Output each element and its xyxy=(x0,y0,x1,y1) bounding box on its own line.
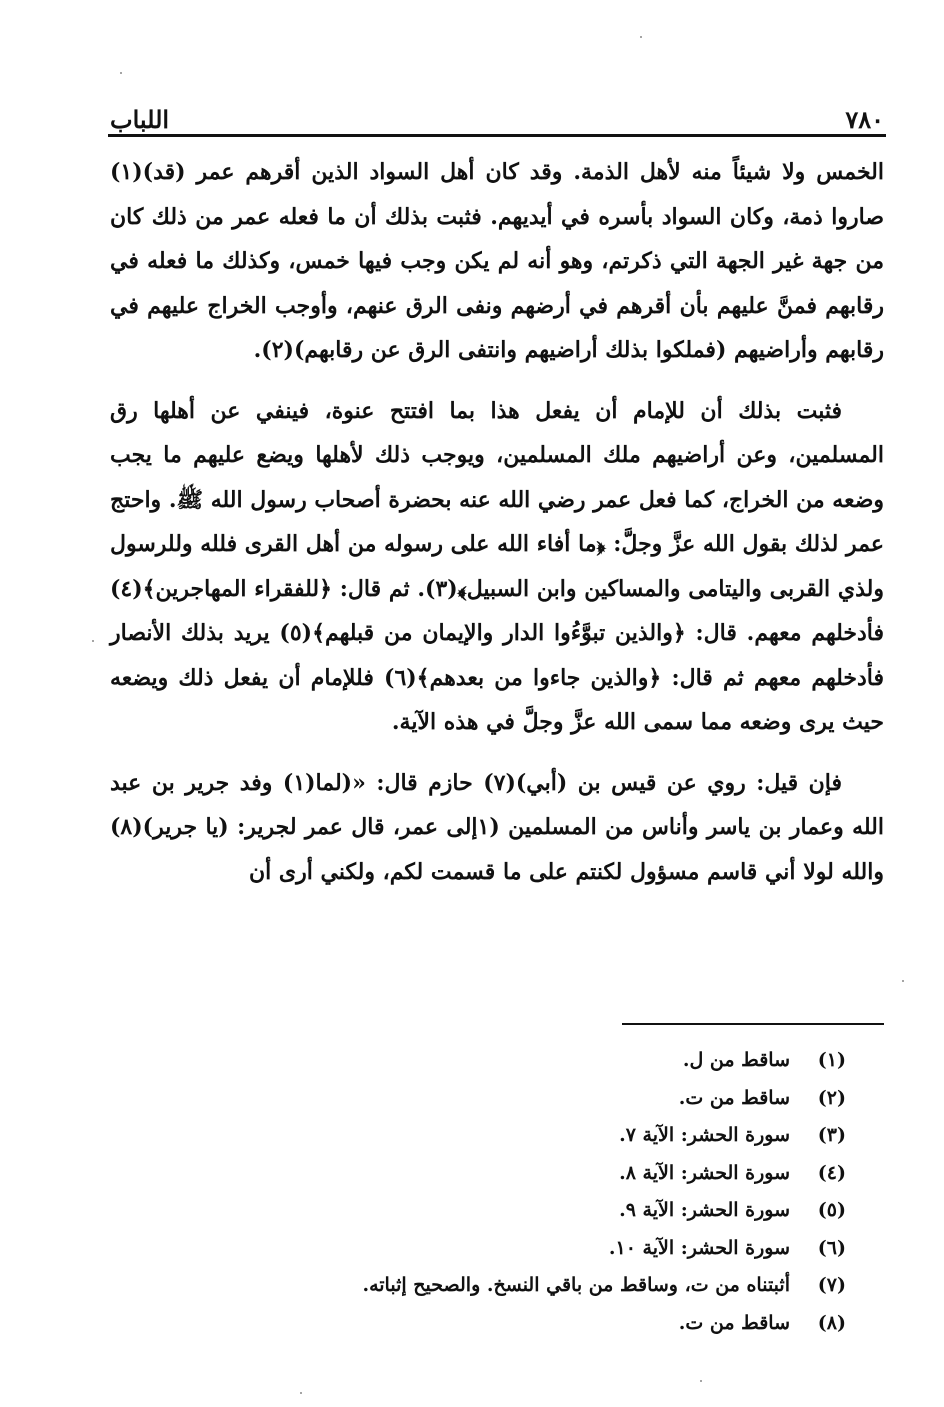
footnotes xyxy=(110,1042,846,1342)
footnote-text: سورة الحشر: الآية ١٠. xyxy=(608,1236,790,1259)
scan-speck xyxy=(300,1392,302,1394)
footnote xyxy=(110,1230,846,1268)
footnote-number: (٧) xyxy=(817,1274,846,1296)
footnote xyxy=(110,1267,846,1305)
footnote-text: سورة الحشر: الآية ٩. xyxy=(619,1199,790,1221)
footnote-number: (٤) xyxy=(817,1161,846,1184)
scan-speck xyxy=(902,980,904,982)
footnote-text: أثبتناه من ت، وساقط من باقي النسخ. والصحيح إثباته. xyxy=(362,1274,790,1296)
paragraph: فثبت بذلك أن للإمام أن يفعل هذا بما افتتح عنوة، فينفي عن أهلها رق المسلمين، وعن أراضيهم ملك المسلمين، ويوجب ذلك لأهلها ويضع عليهم ما يجب وضعه من الخراج، كما فعل عمر رضي الله عنه بحضرة أصحاب رسول الله ﷺ. واحتج عمر لذلك بقول الله عزَّ وجلَّ: ﴿ما أفاء الله على رسوله من أهل القرى فلله وللرسول ولذي القربى واليتامى والمساكين وابن السبيل﴾(٣). ثم قال: ﴿للفقراء المهاجرين﴾(٤) فأدخلهم معهم. قال: ﴿والذين تبوَّءُوا الدار والإيمان من قبلهم﴾(٥) يريد بذلك الأنصار فأدخلهم معهم ثم قال: ﴿والذين جاءوا من بعدهم﴾(٦) فللإمام أن يفعل ذلك ويضعه حيث يرى وضعه مما سمى الله عزَّ وجلَّ في هذه الآية. xyxy=(110,397,884,735)
main-text xyxy=(110,150,884,910)
footnote-text: سورة الحشر: الآية ٨. xyxy=(619,1161,790,1184)
footnote-rule xyxy=(622,1023,884,1025)
scan-speck xyxy=(640,36,642,38)
footnote-number: (٥) xyxy=(817,1199,846,1221)
footnote-text: ساقط من ت. xyxy=(678,1086,790,1109)
running-title: اللباب xyxy=(110,105,170,134)
scan-speck xyxy=(92,640,94,642)
footnote-number: (٢) xyxy=(817,1086,846,1109)
header-rule xyxy=(108,134,886,137)
footnote-text: ساقط من ت. xyxy=(678,1311,790,1334)
footnote xyxy=(110,1155,846,1193)
footnote-number: (١) xyxy=(817,1049,846,1071)
scan-speck xyxy=(700,1380,702,1382)
footnote-number: (٨) xyxy=(817,1311,846,1334)
footnote xyxy=(110,1305,846,1343)
scan-speck xyxy=(120,72,122,74)
footnote-text: سورة الحشر: الآية ٧. xyxy=(619,1124,790,1146)
running-head xyxy=(110,92,884,134)
footnote xyxy=(110,1080,846,1118)
page-number: ٧٨٠ xyxy=(845,105,884,134)
paragraph: فإن قيل: روي عن قيس بن (أبي)(٧) حازم قال: «(لما(١) وفد جرير بن عبد الله وعمار بن ياسر وأناس من المسلمين (١إلى عمر، قال عمر لجرير: (يا جرير)(٨) والله لولا أني قاسم مسؤول لكنتم على ما قسمت لكم، ولكني أرى أن xyxy=(110,769,884,885)
paragraph: الخمس ولا شيئاً منه لأهل الذمة. وقد كان أهل السواد الذين أقرهم عمر (قد)(١) صاروا ذمة، وكان السواد بأسره في أيديهم. فثبت بذلك أن ما فعله عمر من ذلك كان من جهة غير الجهة التي ذكرتم، وهو أنه لم يكن وجب فيها خمس، وكذلك ما فعله في رقابهم فمنَّ عليهم بأن أقرهم في أرضهم ونفى الرق عنهم، وأوجب الخراج عليهم في رقابهم وأراضيهم (فملكوا بذلك أراضيهم وانتفى الرق عن رقابهم)(٢). xyxy=(110,159,884,363)
footnote xyxy=(110,1042,846,1080)
footnote xyxy=(110,1192,846,1230)
footnote-number: (٣) xyxy=(817,1124,846,1146)
footnote xyxy=(110,1117,846,1155)
footnote-text: ساقط من ل. xyxy=(682,1049,790,1071)
footnote-number: (٦) xyxy=(817,1236,846,1259)
